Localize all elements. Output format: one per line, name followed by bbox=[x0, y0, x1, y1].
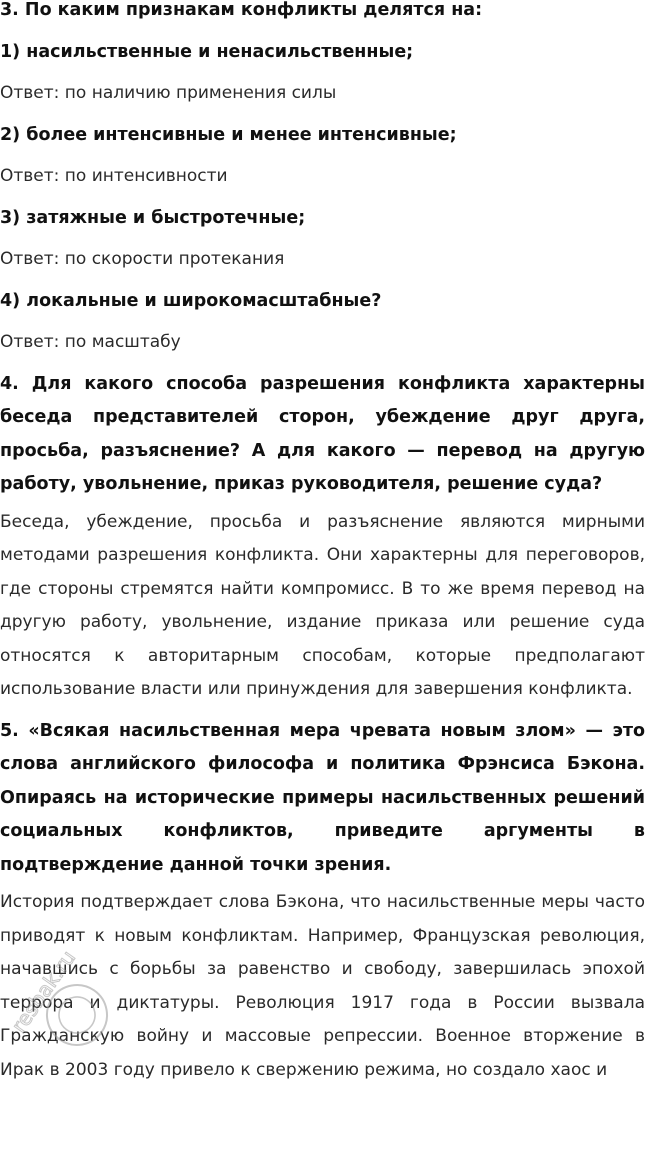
question-4-answer: Беседа, убеждение, просьба и разъяснение являются мирными методами разрешения конфликта. Они характерны для переговоров, где стороны стремятся найти компромисс. В то же время перевод на другую работу, увольнение, издание приказа или решение суда относятся к авторитарным способам, которые предполагают использование власти или принуждения для завершения конфликта. bbox=[0, 511, 645, 699]
question-3-item-1: 1) насильственные и ненасильственные; bbox=[0, 41, 414, 62]
question-4-title: 4. Для какого способа разрешения конфликта характерны беседа представителей сторон, убеждение друг друга, просьба, разъяснение? А для какого — перевод на другую работу, увольнение, приказ руководителя, решение суда? bbox=[0, 373, 645, 494]
question-3-answer-1: Ответ: по наличию применения силы bbox=[0, 83, 337, 103]
question-3-item-4: 4) локальные и широкомасштабные? bbox=[0, 290, 382, 311]
question-5-title: 5. «Всякая насильственная мера чревата новым злом» — это слова английского философа и политика Фрэнсиса Бэкона. Опираясь на исторические примеры насильственных решений социальных конфликтов, приведите аргументы в подтверждение данной точки зрения. bbox=[0, 720, 645, 875]
question-3-answer-4: Ответ: по масштабу bbox=[0, 332, 181, 352]
question-3-item-3: 3) затяжные и быстротечные; bbox=[0, 207, 306, 228]
question-3-item-2: 2) более интенсивные и менее интенсивные; bbox=[0, 124, 457, 145]
question-3-answer-2: Ответ: по интенсивности bbox=[0, 166, 228, 186]
question-3-answer-3: Ответ: по скорости протекания bbox=[0, 249, 285, 269]
question-5-answer: История подтверждает слова Бэкона, что насильственные меры часто приводят к новым конфликтам. Например, Французская революция, начавшись с борьбы за равенство и свободу, завершилась эпохой террора и диктатуры. Революция 1917 года в России вызвала Гражданскую войну и массовые репрессии. Военное вторжение в Ирак в 2003 году привело к свержению режима, но создало хаос и bbox=[0, 892, 645, 1080]
question-3-title: 3. По каким признакам конфликты делятся на: bbox=[0, 0, 483, 20]
watermark-text: resbak.ru bbox=[6, 945, 81, 1037]
